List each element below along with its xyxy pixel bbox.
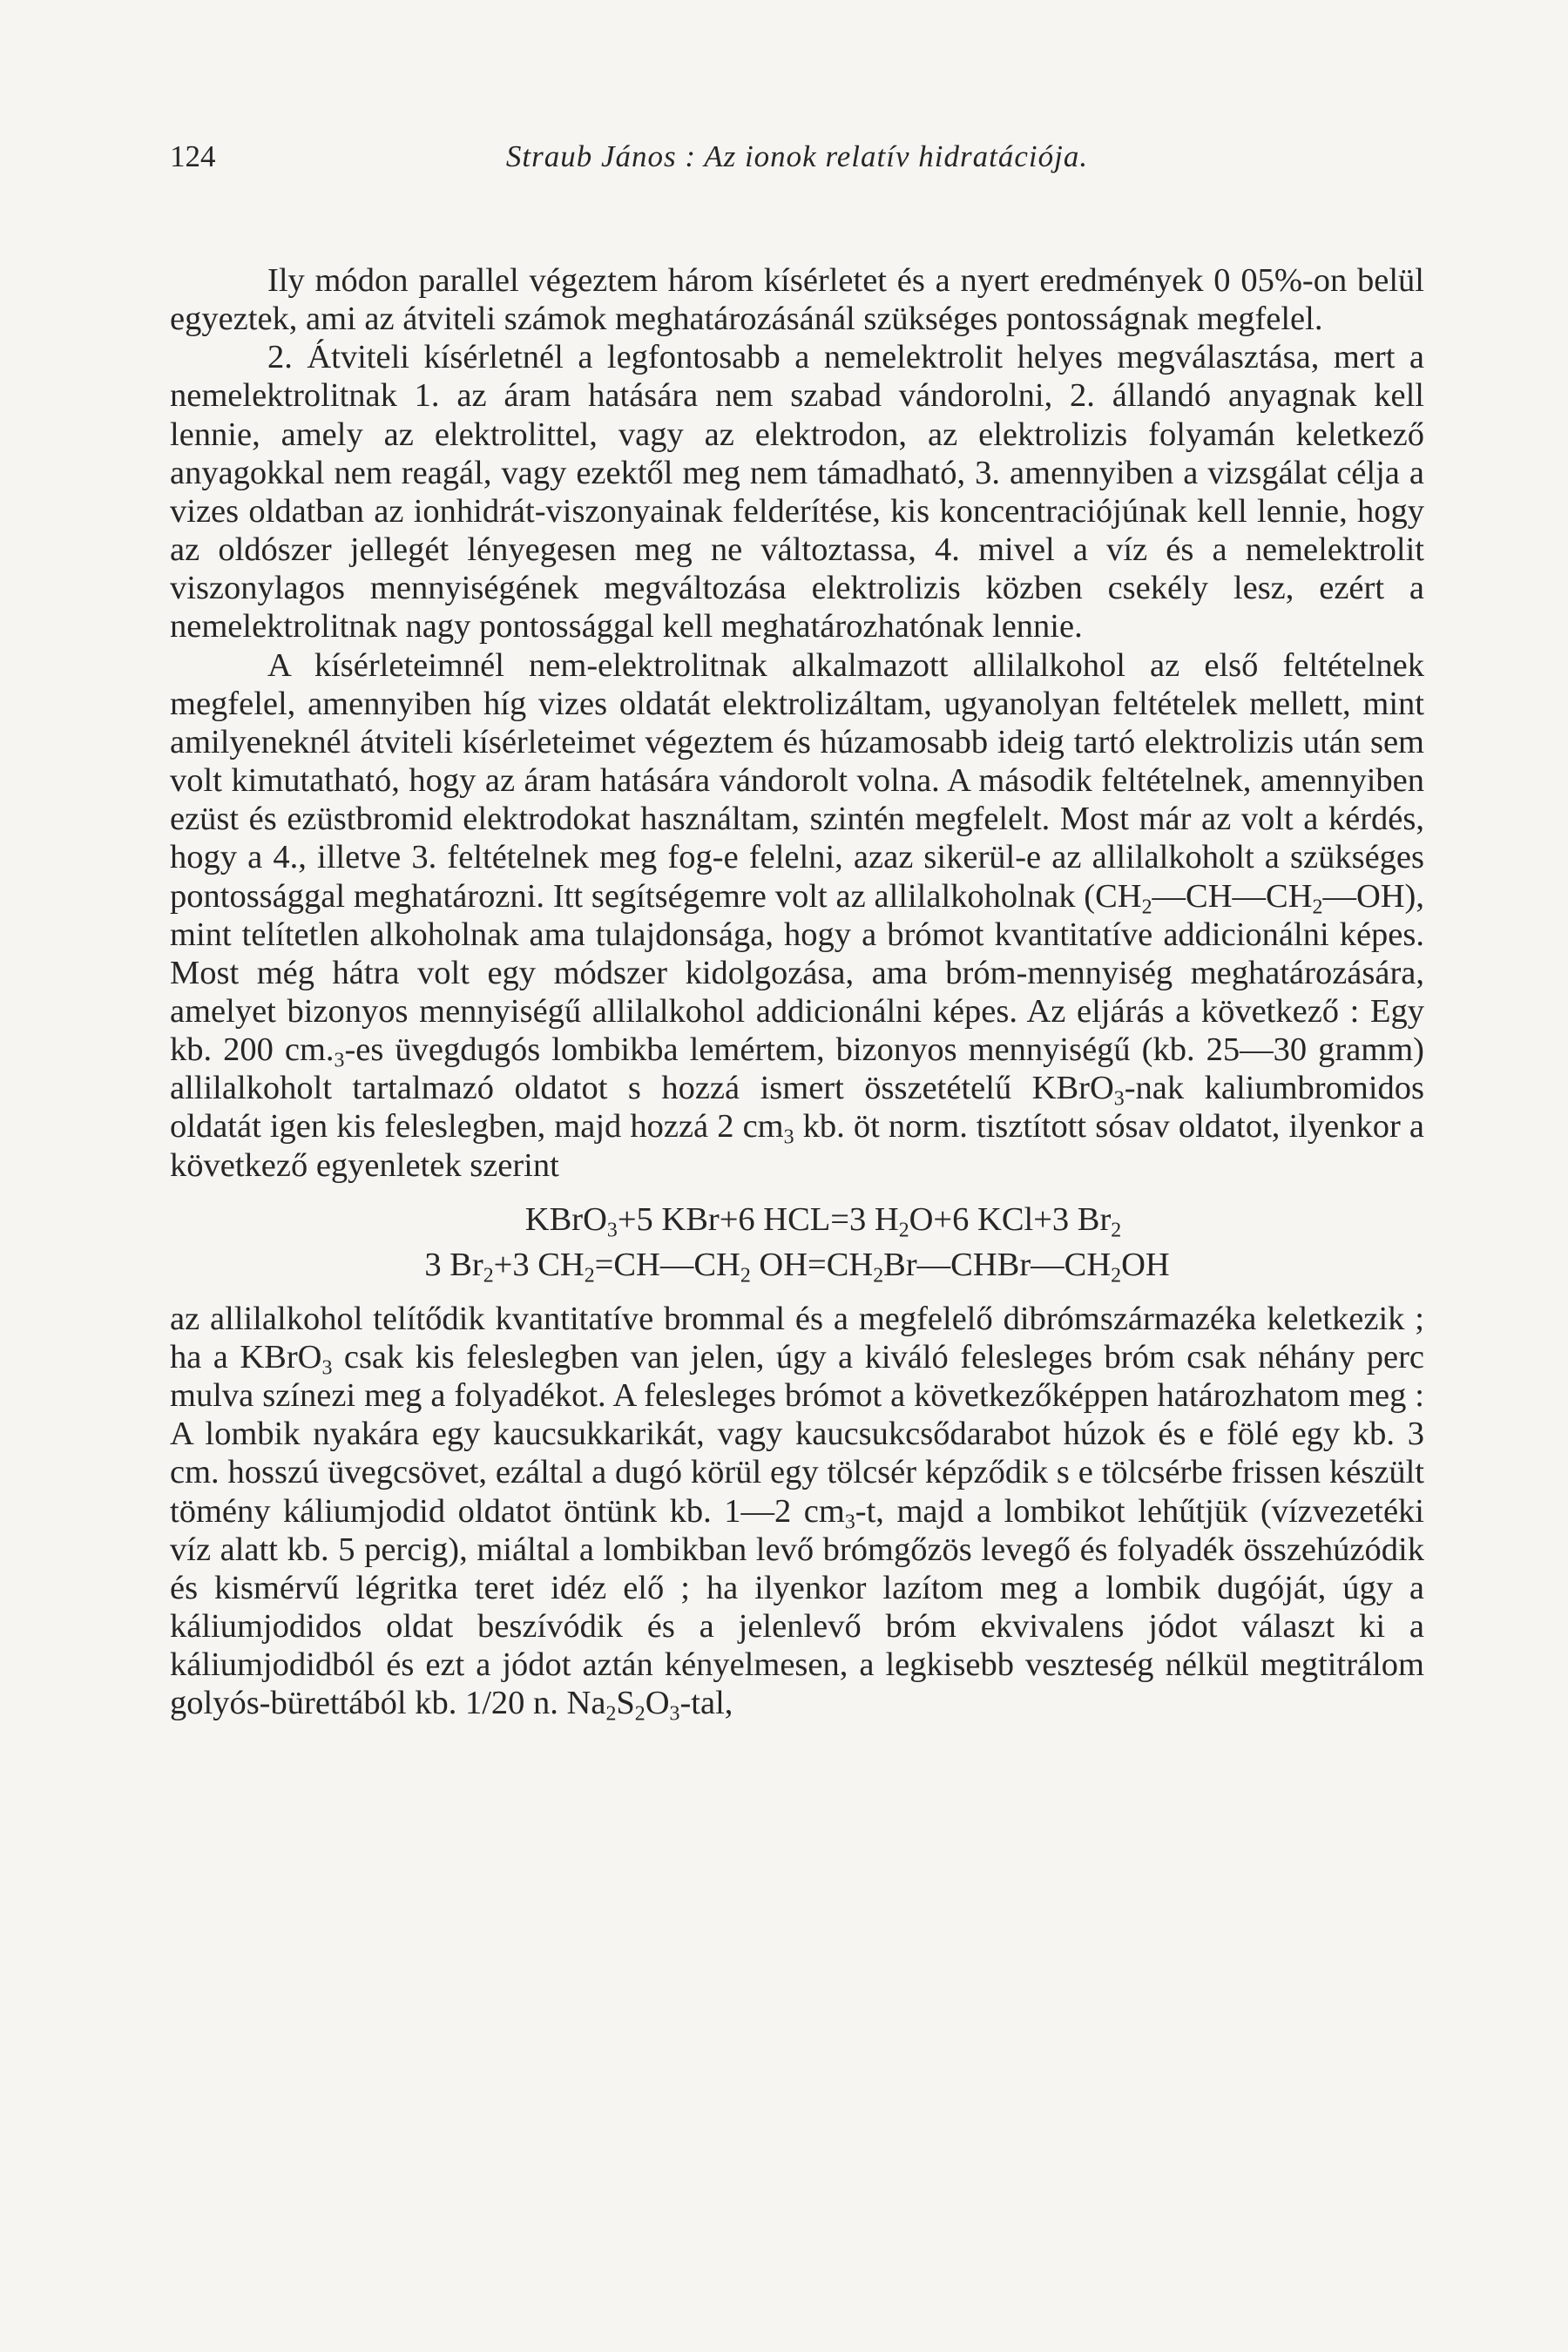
- equation-term: OH: [1121, 1246, 1170, 1283]
- running-title: Straub János : Az ionok relatív hidratációja.: [505, 139, 1089, 173]
- equation-1: [170, 1197, 1424, 1242]
- equations-block: [170, 1197, 1424, 1288]
- page-number: 124: [170, 139, 216, 173]
- subscript: 3: [783, 1126, 794, 1150]
- equation-term: +3 CH: [493, 1246, 585, 1283]
- text-span: csak kis feleslegben van jelen, úgy a kiváló felesleges bróm csak néhány perc mulva színezi meg a folyadékot. A felesleges brómot a következőképpen határozhatom meg : A lombik nyakára egy kaucsukkarikát, vagy kaucsukcsődarabot húzok és e fölé egy kb. 3 cm. hosszú üvegcsövet, ezáltal a dugó körül egy tölcsér képződik s e tölcsérbe frissen készült tömény káliumjodid oldatot öntünk kb. 1—2 cm: [170, 1338, 1424, 1530]
- paragraph-1: Ily módon parallel végeztem három kísérletet és a nyert eredmények 0 05%-on belül egyeztek, ami az átviteli számok meghatározásánál szükséges pontosságnak megfelel.: [170, 262, 1424, 338]
- equation-term: KBrO: [524, 1200, 607, 1238]
- equation-term: +5 KBr+6 HCL=3 H: [617, 1200, 899, 1238]
- paragraph-2: 2. Átviteli kísérletnél a legfontosabb a nemelektrolit helyes megválasztása, mert a nemelektrolitnak 1. az áram hatására nem szabad vándorolni, 2. állandó anyagnak kell lennie, amely az elektrolittel, vagy az elektrodon, az elektrolizis folyamán keletkező anyagokkal nem reagál, vagy ezektől meg nem támadható, 3. amennyiben a vizsgálat célja a vizes oldatban az ionhidrát-viszonyainak felderítése, kis koncentraciójúnak kell lennie, hogy az oldószer jellegét lényegesen meg ne változtassa, 4. mivel a víz és a nemelektrolit viszonylagos mennyiségének megváltozása elektrolizis közben csekély lesz, ezért a nemelektrolitnak nagy pontossággal kell meghatározhatónak lennie.: [170, 339, 1424, 645]
- text-span: kb. öt norm. tisztított sósav oldatot, ilyenkor a következő egyenletek szerint: [170, 1108, 1424, 1184]
- body-text: [170, 261, 1424, 1726]
- text-span: -tal,: [679, 1685, 733, 1722]
- equation-term: 3 Br: [424, 1246, 483, 1283]
- equation-term: OH=CH: [750, 1246, 874, 1283]
- subscript: 3: [669, 1702, 680, 1726]
- text-span: -es üvegdugós lombikba lemértem, bizonyos mennyiségű (kb. 25—30 gramm) allilalkoholt tartalmazó oldatot s hozzá ismert összetételű KBrO: [170, 1031, 1424, 1107]
- subscript: 2: [740, 1264, 751, 1288]
- equation-term: O+6 KCl+3 Br: [909, 1200, 1112, 1238]
- subscript: 2: [483, 1264, 494, 1288]
- subscript: 3: [606, 1219, 618, 1242]
- text-span: A kísérleteimnél nem-elektrolitnak alkalmazott allilalkohol az első feltételnek megfelel, amennyiben híg vizes oldatát elektrolizáltam, ugyanolyan feltételek mellett, mint amilyeneknél átviteli kísérleteimet végeztem és húzamosabb ideig tartó elektrolizis után sem volt kimutatható, hogy az áram hatására vándorolt volna. A második feltételnek, amennyiben ezüst és ezüstbromid elektrodokat használtam, szintén megfelelt. Most már az volt a kérdés, hogy a 4., illetve 3. feltételnek meg fog-e felelni, azaz sikerül-e az allilalkoholt a szükséges pontossággal meghatározni. Itt segítségemre volt az allilalkoholnak (CH: [170, 646, 1424, 915]
- subscript: 2: [584, 1264, 595, 1288]
- text-span: O: [645, 1685, 670, 1722]
- text-span: -nak kaliumbromidos oldatát igen kis feleslegben, majd hozzá 2 cm: [170, 1070, 1424, 1146]
- text-span: —OH), mint telítetlen alkoholnak ama tulajdonsága, hogy a brómot kvantitatíve addicionálni képes. Most még hátra volt egy módszer kidolgozása, ama bróm-mennyiség meghatározására, amelyet bizonyos mennyiségű allilalkohol addicionálni képes. Az eljárás a következő : Egy kb. 200 cm.: [170, 877, 1424, 1069]
- equation-term: =CH—CH: [594, 1246, 740, 1283]
- text-span: S: [616, 1685, 635, 1722]
- text-span: —CH—CH: [1152, 877, 1313, 915]
- text-span: az allilalkohol telítődik kvantitatíve brommal és a megfelelő dibrómszármazéka keletkezik ; ha a KBrO: [170, 1300, 1424, 1375]
- running-head: [170, 135, 1424, 179]
- paragraph-3: [170, 646, 1424, 1185]
- subscript: 2: [605, 1702, 617, 1726]
- text-span: -t, majd a lombikot lehűtjük (vízvezetéki víz alatt kb. 5 percig), miáltal a lombikban levő brómgőzös levegő és folyadék összehúzódik és kismérvű légritka teret idéz elő ; ha ilyenkor lazítom meg a lombik dugóját, úgy a káliumjodidos oldat beszívódik és a jelenlevő bróm ekvivalens jódot választ ki a káliumjodidból és ezt a jódot aztán kényelmesen, a legkisebb veszteség nélkül megtitrálom golyós-bürettából kb. 1/20 n. Na: [170, 1492, 1424, 1722]
- subscript: 2: [1111, 1219, 1122, 1242]
- subscript: 2: [1111, 1264, 1122, 1288]
- subscript: 3: [1113, 1087, 1125, 1111]
- subscript: 2: [1141, 896, 1152, 919]
- subscript: 2: [634, 1702, 645, 1726]
- paragraph-4: [170, 1300, 1424, 1726]
- equation-2: [170, 1242, 1424, 1288]
- subscript: 2: [1312, 896, 1323, 919]
- subscript: 3: [334, 1049, 345, 1072]
- subscript: 3: [321, 1356, 333, 1380]
- subscript: 2: [873, 1264, 884, 1288]
- subscript: 3: [844, 1511, 855, 1534]
- equation-term: Br—CHBr—CH: [883, 1246, 1112, 1283]
- subscript: 2: [898, 1219, 909, 1242]
